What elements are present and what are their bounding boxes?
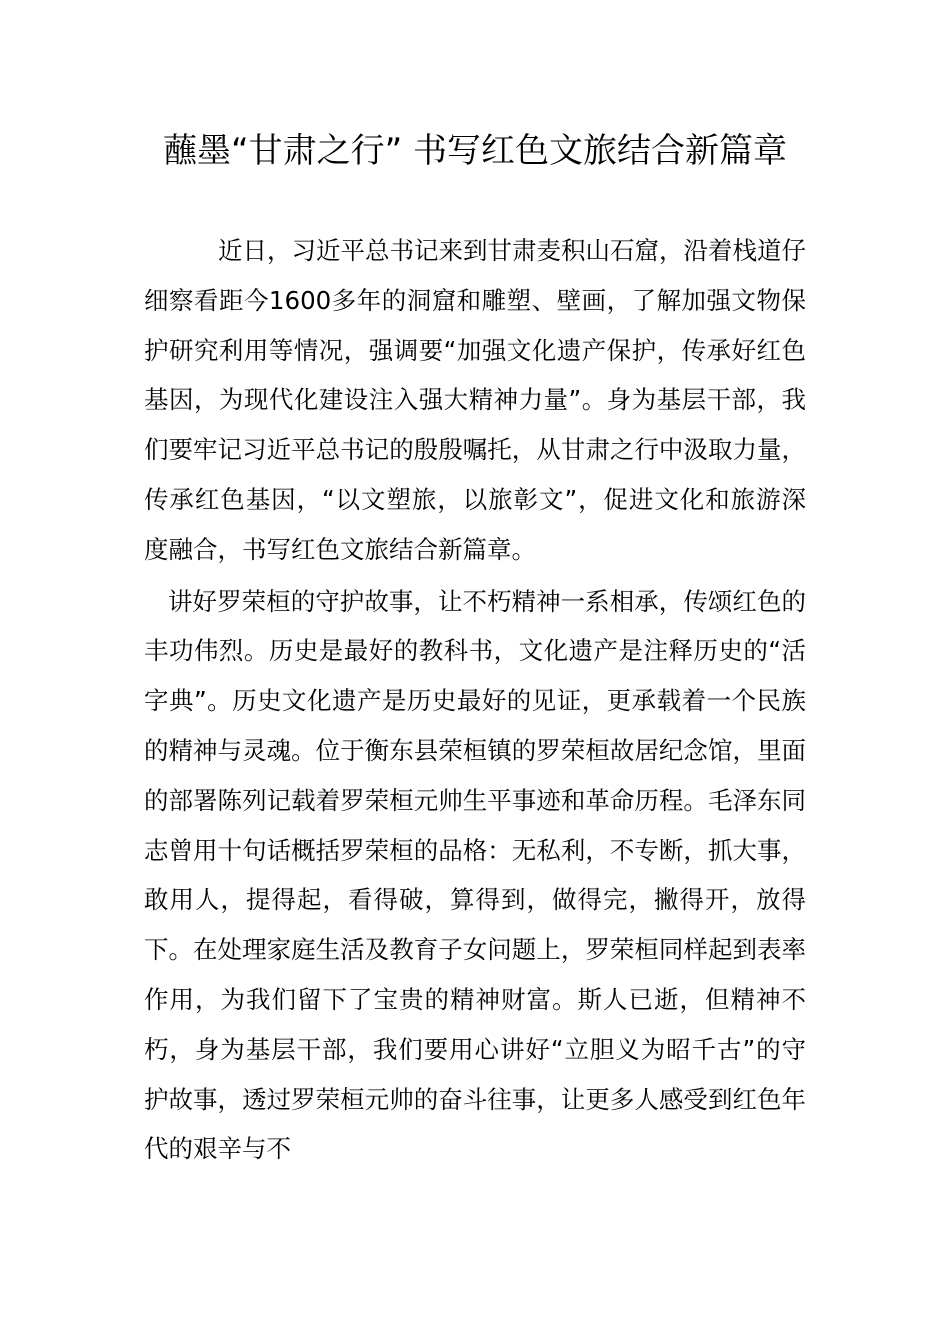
paragraph-intro: 近日，习近平总书记来到甘肃麦积山石窟，沿着栈道仔细察看距今1600多年的洞窟和雕塑、壁画，了解加强文物保护研究利用等情况，强调要“加强文化遗产保护，传承好红色基因，为现代化建设注入强大精神力量”。身为基层干部，我们要牢记习近平总书记的殷殷嘱托，从甘肃之行中汲取力量，传承红色基因，“以文塑旅，以旅彰文”，促进文化和旅游深度融合，书写红色文旅结合新篇章。	[144, 236, 806, 564]
document-body	[144, 226, 806, 1174]
document-title: 蘸墨“甘肃之行” 书写红色文旅结合新篇章	[162, 131, 788, 171]
paragraph-luo-ronghuan: 讲好罗荣桓的守护故事，让不朽精神一系相承，传颂红色的丰功伟烈。历史是最好的教科书，文化遗产是注释历史的“活字典”。历史文化遗产是历史最好的见证，更承载着一个民族的精神与灵魂。位于衡东县荣桓镇的罗荣桓故居纪念馆，里面的部署陈列记载着罗荣桓元帅生平事迹和革命历程。毛泽东同志曾用十句话概括罗荣桓的品格：无私利，不专断，抓大事，敢用人，提得起，看得破，算得到，做得完，撇得开，放得下。在处理家庭生活及教育子女问题上，罗荣桓同样起到表率作用，为我们留下了宝贵的精神财富。斯人已逝，但精神不朽，身为基层干部，我们要用心讲好“立胆义为昭千古”的守护故事，透过罗荣桓元帅的奋斗往事，让更多人感受到红色年代的艰辛与不	[144, 586, 806, 1164]
